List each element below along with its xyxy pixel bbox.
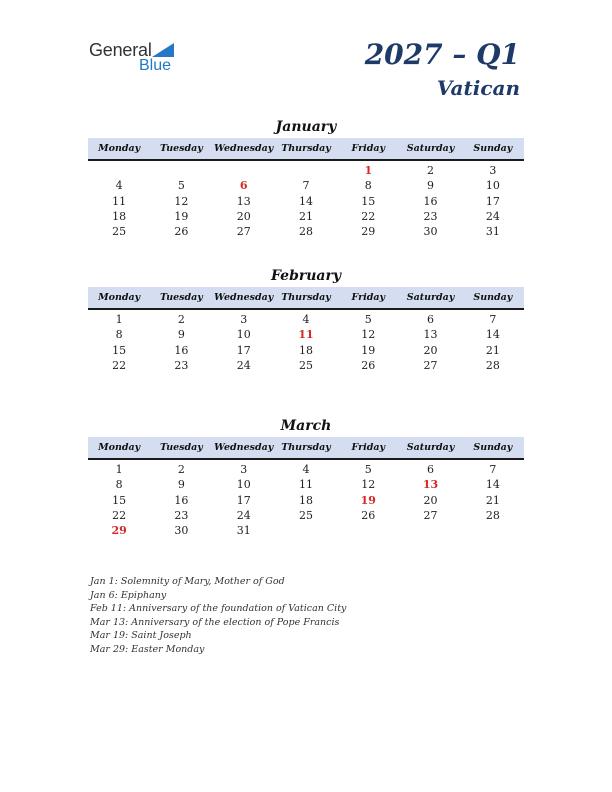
day-cell: 24 [485,209,500,223]
month-title: January [275,119,337,135]
day-cell: 13 [423,328,438,342]
day-cell: 9 [177,478,185,492]
day-cell: 9 [177,328,185,342]
day-cell: 12 [174,194,189,208]
day-cell: 17 [236,343,251,357]
month-february [88,265,524,373]
weekday-label: Monday [98,292,141,303]
day-cell: 9 [427,179,435,193]
holiday-notes [90,575,346,657]
weekday-label: Monday [98,442,141,453]
week-row [88,209,524,224]
day-cell: 5 [364,313,372,326]
logo-word-general: General [89,40,152,60]
day-cell: 23 [423,209,438,223]
day-cell: 22 [112,508,127,522]
weekday-label: Thursday [281,292,331,303]
day-cell: 18 [112,209,127,223]
day-cell: 8 [115,328,123,342]
day-cell: 15 [112,343,127,357]
day-cell: 16 [174,493,189,507]
day-cell: 26 [361,358,376,372]
title-block [365,38,520,102]
day-cell: 24 [236,358,251,372]
week-row [88,523,524,538]
day-cell: 8 [364,179,372,193]
week-row [88,358,524,373]
day-cell: 18 [298,493,313,507]
day-cell: 5 [364,463,372,476]
day-cell: 5 [177,179,185,193]
holiday-note: Mar 29: Easter Monday [90,643,205,655]
week-grid [88,310,524,373]
day-cell: 4 [302,313,310,326]
day-cell: 19 [174,209,189,223]
weekday-label: Sunday [473,143,513,154]
day-cell [275,523,337,538]
day-cell: 14 [298,194,313,208]
day-cell: 27 [423,358,438,372]
day-cell: 8 [115,478,123,492]
weekday-label: Wednesday [214,292,274,303]
day-cell: 14 [485,328,500,342]
week-row [88,327,524,342]
day-cell: 21 [485,343,500,357]
day-cell: 7 [302,179,310,193]
month-march [88,415,524,538]
day-cell: 7 [489,463,497,476]
day-cell [150,163,212,178]
week-row [88,312,524,327]
day-cell [213,163,275,178]
week-row [88,224,524,239]
day-cell [337,523,399,538]
day-cell: 12 [361,478,376,492]
day-cell: 1 [115,313,123,326]
week-row [88,462,524,477]
week-grid [88,161,524,239]
day-cell: 20 [423,493,438,507]
holiday-note: Jan 6: Epiphany [90,589,167,601]
day-cell: 25 [298,358,313,372]
day-cell: 20 [236,209,251,223]
day-cell: 21 [298,209,313,223]
week-row [88,508,524,523]
weekday-label: Tuesday [160,292,203,303]
weekday-label: Sunday [473,442,513,453]
day-cell: 13 [236,194,251,208]
holiday-day-cell: 6 [239,179,248,193]
day-cell: 21 [485,493,500,507]
day-cell: 31 [236,524,251,538]
weekday-label: Friday [351,143,386,154]
weekday-label: Thursday [281,143,331,154]
week-row [88,493,524,508]
day-cell: 25 [112,225,127,239]
week-row [88,477,524,492]
day-cell: 23 [174,358,189,372]
day-cell: 10 [236,328,251,342]
month-title: February [270,268,341,284]
week-row [88,163,524,178]
week-row [88,194,524,209]
holiday-note: Mar 19: Saint Joseph [90,630,192,642]
holiday-note: Mar 13: Anniversary of the election of Pope Francis [90,616,340,628]
day-cell: 30 [174,524,189,538]
holiday-day-cell: 19 [360,493,376,507]
day-cell: 2 [427,164,435,177]
day-cell: 2 [177,463,185,476]
week-row [88,178,524,193]
weekday-label: Monday [98,143,141,154]
weekday-label: Tuesday [160,143,203,154]
day-cell: 3 [240,463,248,476]
weekday-label: Saturday [406,442,455,453]
week-row [88,343,524,358]
day-cell: 22 [361,209,376,223]
day-cell: 3 [489,164,497,177]
day-cell: 17 [485,194,500,208]
quarter-title: 2027 – Q1 [364,38,520,71]
weekday-label: Saturday [406,143,455,154]
day-cell: 30 [423,225,438,239]
day-cell: 2 [177,313,185,326]
weekday-label: Friday [351,442,386,453]
month-title: March [280,418,332,434]
day-cell: 20 [423,343,438,357]
weekday-header [88,437,524,460]
day-cell: 27 [423,508,438,522]
day-cell: 12 [361,328,376,342]
month-january [88,116,524,239]
weekday-label: Saturday [406,292,455,303]
day-cell: 26 [361,508,376,522]
day-cell: 18 [298,343,313,357]
weekday-label: Friday [351,292,386,303]
weekday-header [88,138,524,161]
day-cell [275,163,337,178]
day-cell: 14 [485,478,500,492]
generalblue-logo [89,40,189,80]
weekday-header [88,287,524,310]
day-cell: 24 [236,508,251,522]
weekday-label: Thursday [281,442,331,453]
day-cell: 22 [112,358,127,372]
day-cell [462,523,524,538]
day-cell: 23 [174,508,189,522]
day-cell: 29 [361,225,376,239]
country-name: Vatican [436,76,520,100]
weekday-label: Wednesday [214,442,274,453]
logo-triangle-icon [152,43,174,57]
day-cell: 7 [489,313,497,326]
day-cell: 1 [115,463,123,476]
day-cell: 10 [485,179,500,193]
holiday-day-cell: 1 [364,164,373,177]
day-cell: 16 [174,343,189,357]
day-cell: 10 [236,478,251,492]
holiday-day-cell: 29 [111,524,127,538]
day-cell: 25 [298,508,313,522]
day-cell: 3 [240,313,248,326]
holiday-note: Feb 11: Anniversary of the foundation of Vatican City [90,603,347,615]
day-cell: 11 [112,194,127,208]
day-cell: 27 [236,225,251,239]
day-cell: 28 [485,358,500,372]
day-cell: 4 [302,463,310,476]
holiday-note: Jan 1: Solemnity of Mary, Mother of God [90,576,285,587]
weekday-label: Sunday [473,292,513,303]
day-cell: 15 [112,493,127,507]
day-cell: 19 [361,343,376,357]
day-cell: 31 [485,225,500,239]
holiday-day-cell: 13 [422,478,439,492]
day-cell: 28 [298,225,313,239]
day-cell [399,523,461,538]
logo-word-blue: Blue [139,57,172,74]
day-cell: 15 [361,194,376,208]
weekday-label: Tuesday [160,442,203,453]
weekday-label: Wednesday [214,143,274,154]
day-cell: 6 [427,463,435,476]
day-cell: 16 [423,194,438,208]
day-cell: 26 [174,225,189,239]
day-cell: 6 [427,313,435,326]
day-cell: 4 [115,179,123,193]
day-cell: 28 [485,508,500,522]
week-grid [88,460,524,538]
day-cell: 11 [298,478,313,492]
day-cell: 17 [236,493,251,507]
day-cell [88,163,150,178]
holiday-day-cell: 11 [298,328,314,342]
